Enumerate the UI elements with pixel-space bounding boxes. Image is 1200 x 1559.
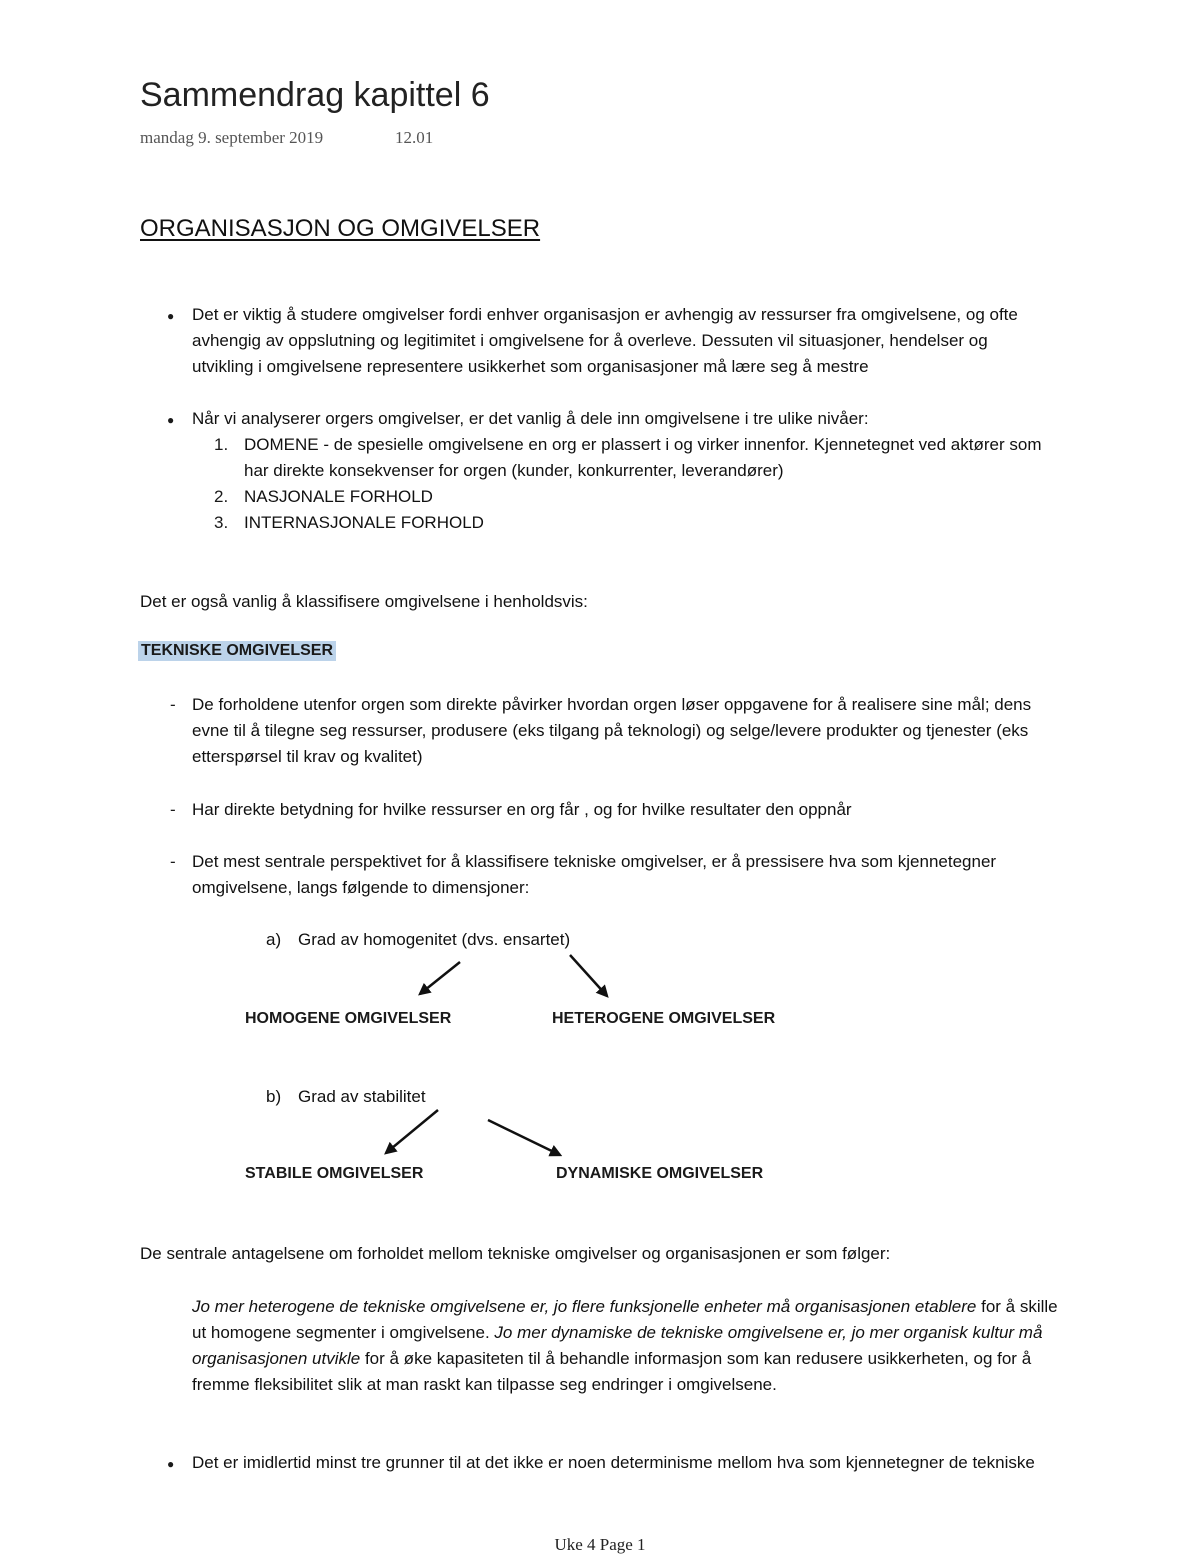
- section-heading: ORGANISASJON OG OMGIVELSER: [140, 215, 541, 242]
- list-item: NASJONALE FORHOLD: [244, 487, 433, 506]
- italic-text: organisasjonen utvikle: [192, 1349, 361, 1368]
- bullet-icon: ●: [167, 1457, 175, 1471]
- assumption-line: fremme fleksibilitet slik at man raskt kan tilpasse seg endringer i omgivelsene.: [192, 1375, 777, 1394]
- dash-icon: -: [170, 695, 176, 714]
- dash-item-text: evne til å tilegne seg ressurser, produsere (eks tilgang på teknologi) og selge/levere produkter og tjenester (eks: [192, 721, 1029, 740]
- category-dynamiske: DYNAMISKE OMGIVELSER: [556, 1165, 764, 1182]
- list-number: 3.: [214, 513, 229, 532]
- dash-item-text: omgivelsene, langs følgende to dimensjoner:: [192, 878, 530, 897]
- dash-item-text: Det mest sentrale perspektivet for å klassifisere tekniske omgivelser, er å pressisere hva som kjennetegner: [192, 852, 997, 871]
- paragraph: De sentrale antagelsene om forholdet mellom tekniske omgivelser og organisasjonen er som følger:: [140, 1244, 891, 1263]
- dash-icon: -: [170, 852, 176, 871]
- paragraph: Det er også vanlig å klassifisere omgivelsene i henholdsvis:: [140, 592, 588, 611]
- italic-text: Jo mer dynamiske de tekniske omgivelsene er, jo mer organisk kultur må: [494, 1323, 1043, 1342]
- dimension-label: Grad av homogenitet (dvs. ensartet): [298, 930, 571, 949]
- dash-item-text: De forholdene utenfor orgen som direkte påvirker hvordan orgen løser oppgavene for å realisere sine mål; dens: [192, 695, 1032, 714]
- bullet-icon: ●: [167, 413, 175, 427]
- arrow-icon: [488, 1120, 560, 1155]
- page-time: 12.01: [395, 128, 434, 147]
- category-heterogene: HETEROGENE OMGIVELSER: [552, 1010, 776, 1027]
- category-homogene: HOMOGENE OMGIVELSER: [245, 1010, 452, 1027]
- assumption-line: [192, 1323, 1042, 1343]
- page-date: mandag 9. september 2019: [140, 128, 324, 147]
- list-item: DOMENE - de spesielle omgivelsene en org er plassert i og virker innenfor. Kjennetegnet ved aktører som: [244, 435, 1042, 454]
- arrow-icon: [386, 1110, 438, 1153]
- dimension-label: Grad av stabilitet: [298, 1087, 426, 1106]
- assumption-line: [192, 1349, 1031, 1369]
- dimension-marker: a): [266, 930, 282, 949]
- bullet-text: Når vi analyserer orgers omgivelser, er det vanlig å dele inn omgivelsene i tre ulike nivåer:: [192, 409, 869, 428]
- normal-text: for å øke kapasiteten til å behandle informasjon som kan redusere usikkerheten, og for å: [360, 1349, 1032, 1368]
- list-number: 2.: [214, 487, 229, 506]
- page-footer: Uke 4 Page 1: [554, 1535, 646, 1554]
- list-number: 1.: [214, 435, 229, 454]
- bullet-text: avhengig av oppslutning og legitimitet i omgivelsene for å overleve. Dessuten vil situasjoner, hendelser og: [192, 331, 988, 350]
- arrow-icon: [570, 955, 607, 996]
- italic-text: Jo mer heterogene de tekniske omgivelsene er, jo flere funksjonelle enheter må organisasjonen etablere: [192, 1297, 977, 1316]
- bullet-text: utvikling i omgivelsene representere usikkerhet som organisasjoner må lære seg å mestre: [192, 357, 869, 376]
- list-item: har direkte konsekvenser for orgen (kunder, konkurrenter, leverandører): [244, 461, 784, 480]
- dash-icon: -: [170, 800, 176, 819]
- category-stabile: STABILE OMGIVELSER: [245, 1165, 424, 1182]
- normal-text: for å skille: [976, 1297, 1058, 1316]
- dash-item-text: Har direkte betydning for hvilke ressurser en org får , og for hvilke resultater den oppnår: [192, 800, 852, 819]
- page-title: Sammendrag kapittel 6: [140, 76, 490, 114]
- dash-item-text: etterspørsel til krav og kvalitet): [192, 747, 423, 766]
- assumption-line: [192, 1297, 1058, 1317]
- bullet-text: Det er imidlertid minst tre grunner til at det ikke er noen determinisme mellom hva som kjennetegner de tekniske: [192, 1453, 1035, 1472]
- bullet-icon: ●: [167, 309, 175, 323]
- dimension-marker: b): [266, 1087, 282, 1106]
- bullet-text: Det er viktig å studere omgivelser fordi enhver organisasjon er avhengig av ressurser fra omgivelsene, og ofte: [192, 305, 1018, 324]
- highlighted-label: TEKNISKE OMGIVELSER: [138, 641, 336, 661]
- normal-text: ut homogene segmenter i omgivelsene.: [192, 1323, 495, 1342]
- arrow-icon: [420, 962, 460, 994]
- list-item: INTERNASJONALE FORHOLD: [244, 513, 484, 532]
